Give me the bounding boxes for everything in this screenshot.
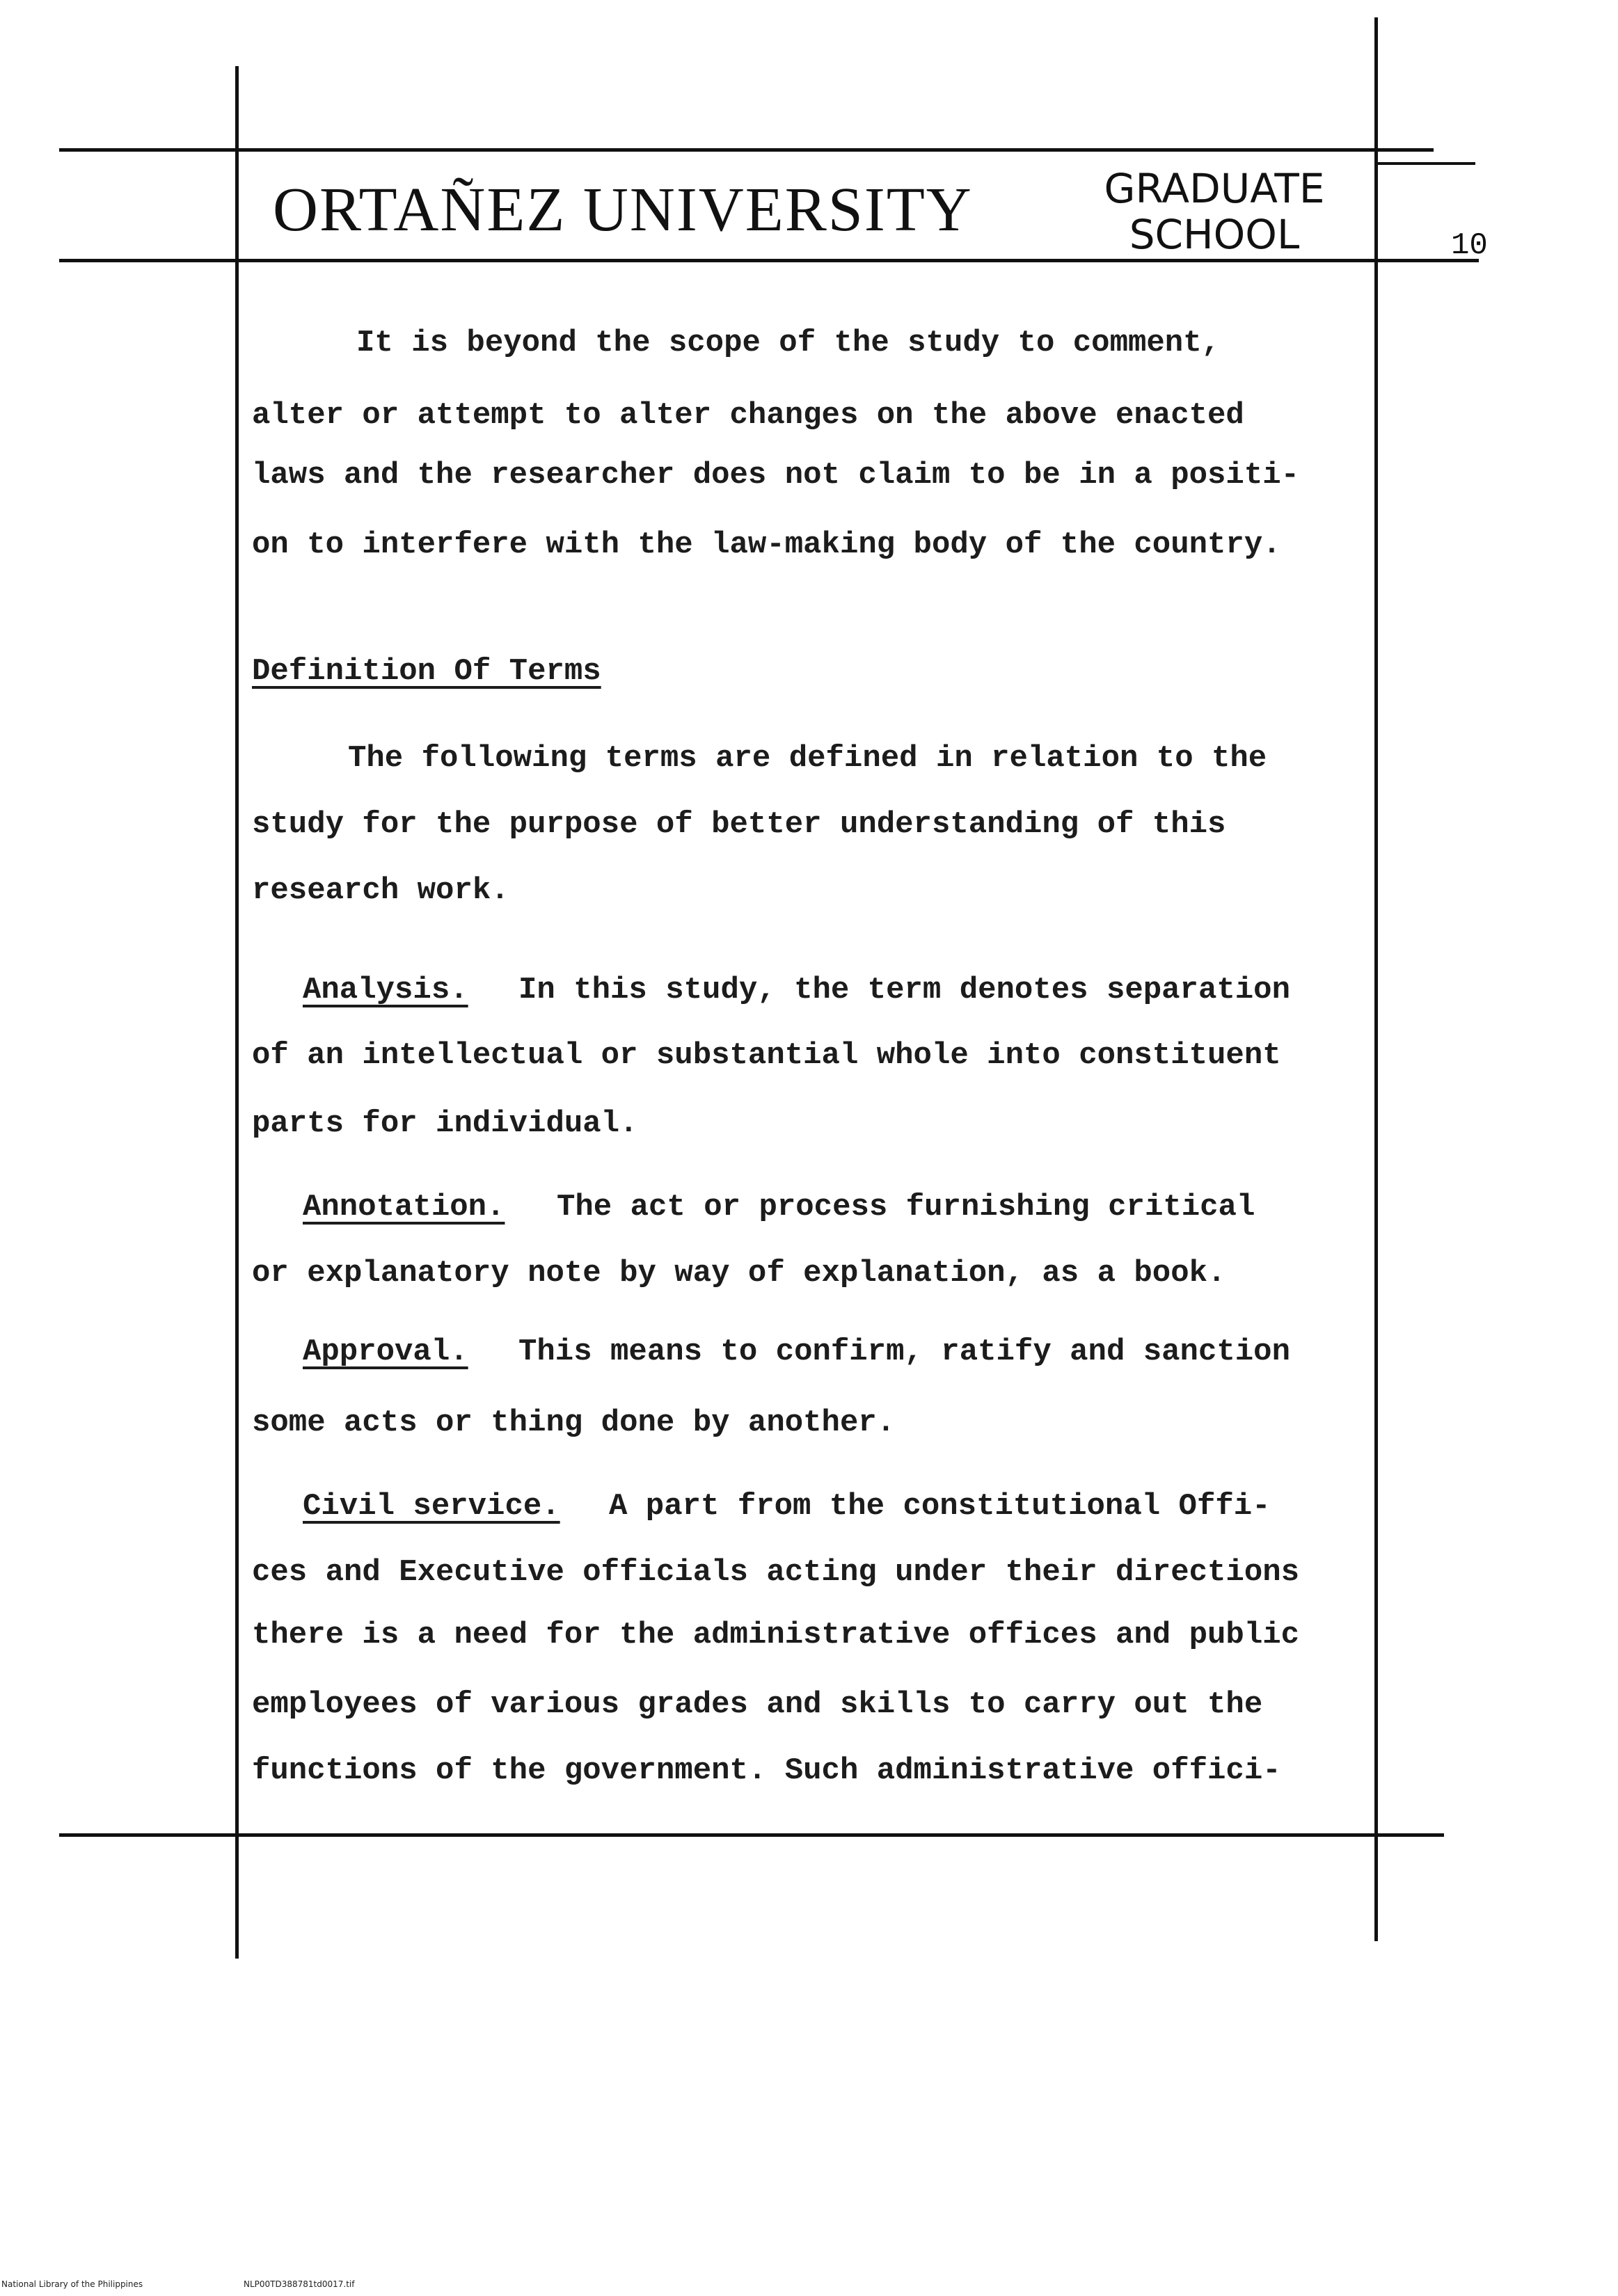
- section-heading: Definition Of Terms: [252, 654, 601, 689]
- body-line: of an intellectual or substantial whole into constituent: [252, 1038, 1281, 1073]
- body-line: The following terms are defined in relation to the: [348, 741, 1267, 776]
- body-line: functions of the government. Such administrative offici-: [252, 1753, 1281, 1788]
- term-annotation: Annotation.: [303, 1190, 505, 1225]
- body-line: there is a need for the administrative offices and public: [252, 1618, 1300, 1652]
- school-label: SCHOOL: [1129, 211, 1300, 258]
- footer-filename: NLP00TD388781td0017.tif: [244, 2279, 355, 2289]
- graduate-label: GRADUATE: [1104, 165, 1325, 212]
- body-line: A part from the constitutional Offi-: [609, 1489, 1271, 1524]
- term-approval: Approval.: [303, 1334, 468, 1369]
- body-line: or explanatory note by way of explanation, as a book.: [252, 1256, 1226, 1291]
- right-margin-line: [1374, 17, 1378, 1941]
- body-line: ces and Executive officials acting under their directions: [252, 1555, 1300, 1590]
- footer-library: National Library of the Philippines: [1, 2279, 143, 2289]
- header-rule: [59, 259, 1479, 262]
- right-rule-short: [1374, 162, 1475, 165]
- body-line: It is beyond the scope of the study to comment,: [356, 326, 1221, 360]
- body-line: The act or process furnishing critical: [557, 1190, 1255, 1225]
- term-analysis: Analysis.: [303, 973, 468, 1007]
- graduate-school-label: [1086, 166, 1343, 257]
- body-line: alter or attempt to alter changes on the above enacted: [252, 398, 1244, 433]
- body-line: on to interfere with the law-making body of the country.: [252, 527, 1281, 562]
- body-line: laws and the researcher does not claim to be in a positi-: [252, 458, 1300, 493]
- body-line: This means to confirm, ratify and sanction: [518, 1334, 1290, 1369]
- bottom-rule: [59, 1833, 1444, 1837]
- term-civil-service: Civil service.: [303, 1489, 560, 1524]
- body-line: In this study, the term denotes separation: [518, 973, 1290, 1007]
- left-margin-line: [235, 66, 239, 1959]
- page-number: 10: [1451, 228, 1488, 263]
- body-line: some acts or thing done by another.: [252, 1405, 896, 1440]
- body-line: study for the purpose of better understanding of this: [252, 807, 1226, 842]
- university-name: ORTAÑEZ UNIVERSITY: [273, 175, 973, 244]
- body-line: employees of various grades and skills to carry out the: [252, 1687, 1263, 1722]
- top-rule: [59, 148, 1434, 152]
- body-line: research work.: [252, 873, 509, 908]
- body-line: parts for individual.: [252, 1106, 638, 1141]
